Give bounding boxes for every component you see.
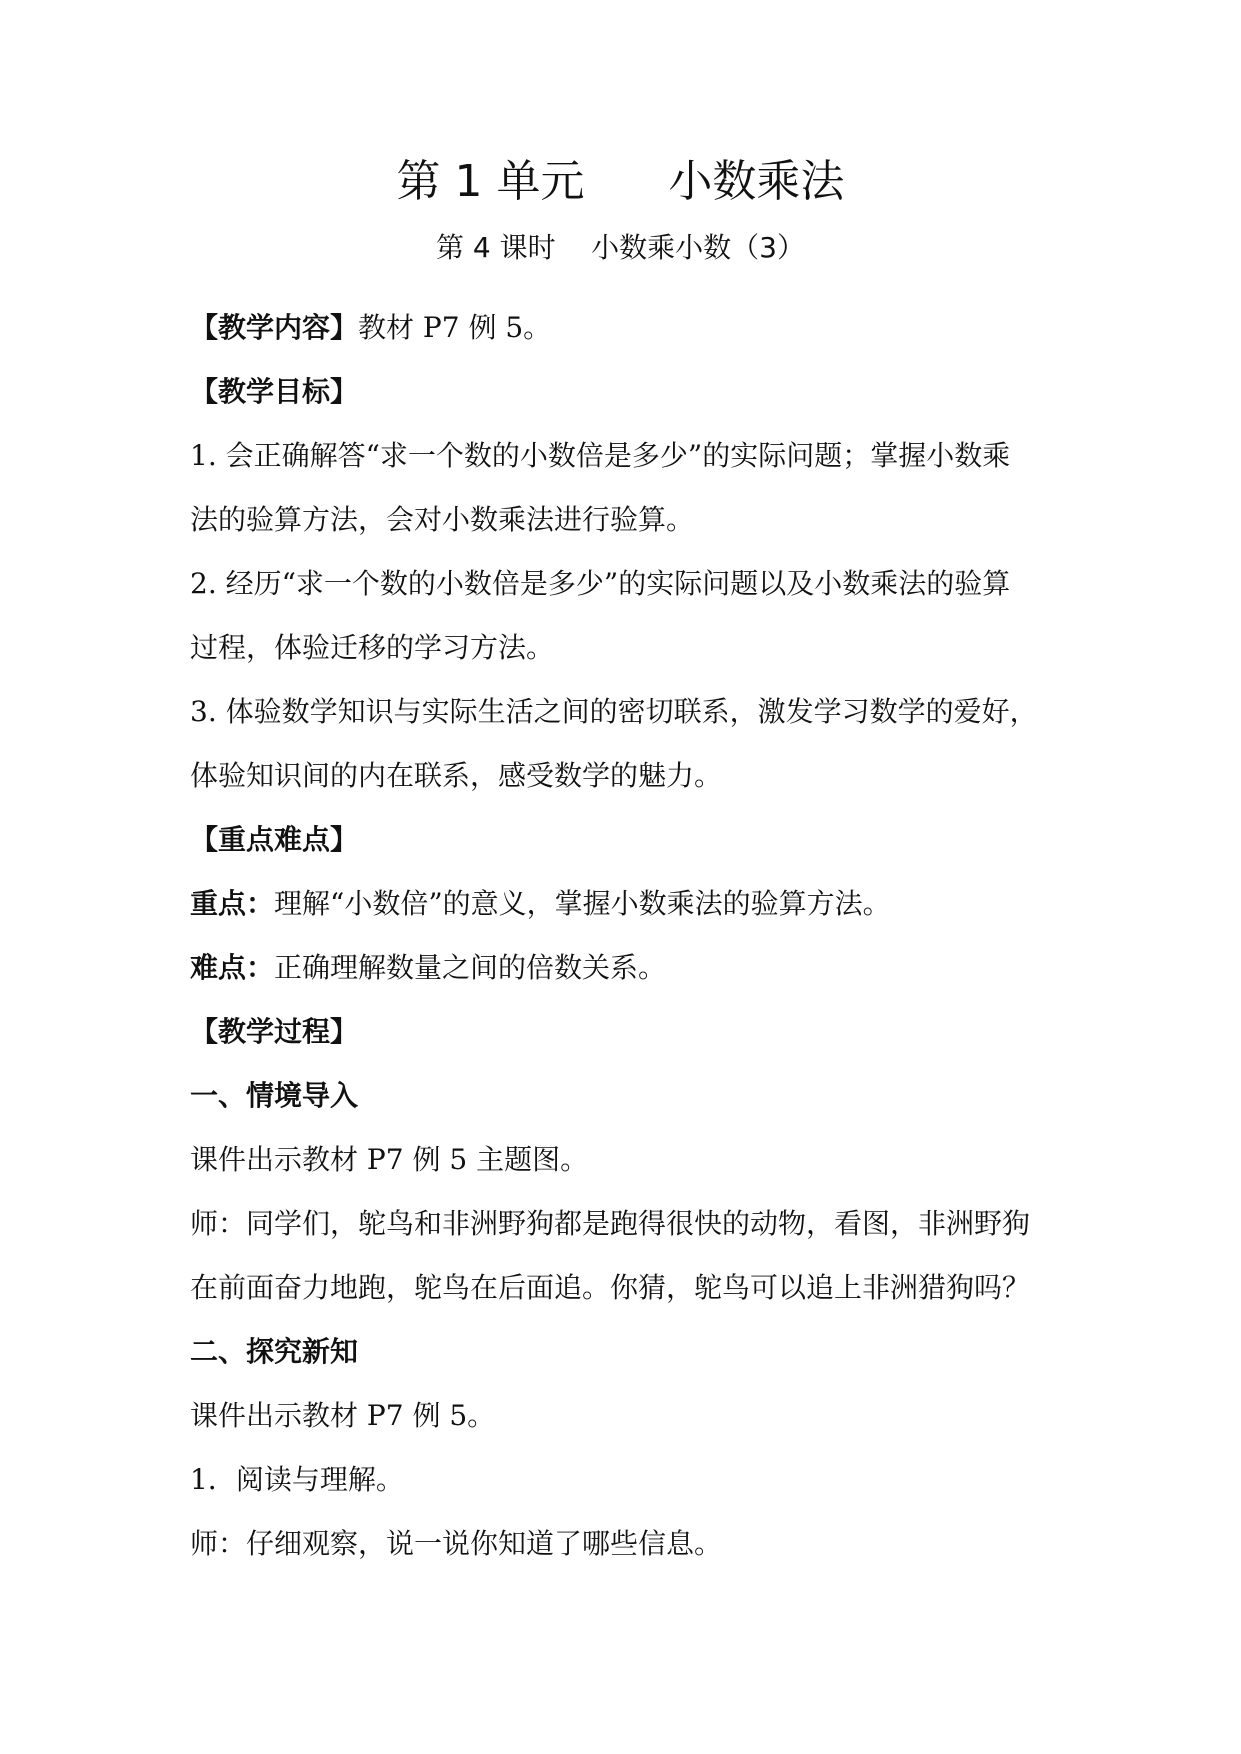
objectives-heading: 【教学目标】	[190, 375, 359, 408]
section-2-heading: 二、探究新知	[190, 1335, 359, 1368]
objective-2-line-2: 过程，体验迁移的学习方法。	[190, 631, 555, 664]
process-heading: 【教学过程】	[190, 1015, 359, 1048]
section-2-paragraph-2: 1．阅读与理解。	[190, 1463, 404, 1496]
key-points-heading: 【重点难点】	[190, 823, 359, 856]
difficulty-text: 正确理解数量之间的倍数关系。	[274, 951, 667, 984]
objective-1-line-2: 法的验算方法，会对小数乘法进行验算。	[190, 503, 695, 536]
section-1-paragraph-2-line-2: 在前面奋力地跑，鸵鸟在后面追。你猜，鸵鸟可以追上非洲猎狗吗？	[190, 1271, 1031, 1304]
section-2-paragraph-1: 课件出示教材 P7 例 5。	[190, 1399, 496, 1432]
section-1-heading: 一、情境导入	[190, 1079, 359, 1112]
section-2-paragraph-3: 师：仔细观察，说一说你知道了哪些信息。	[190, 1527, 723, 1560]
lesson-subtitle: 第 4 课时 小数乘小数（3）	[435, 231, 806, 264]
teaching-content-text: 教材 P7 例 5。	[358, 311, 552, 344]
objective-2-line-1: 2. 经历“求一个数的小数倍是多少”的实际问题以及小数乘法的验算	[190, 567, 1011, 600]
teaching-content-label: 【教学内容】	[190, 311, 359, 344]
difficulty-line	[190, 948, 1070, 988]
section-1-paragraph-1: 课件出示教材 P7 例 5 主题图。	[190, 1143, 589, 1176]
objective-1-line-1: 1. 会正确解答“求一个数的小数倍是多少”的实际问题；掌握小数乘	[190, 439, 1011, 472]
page-title: 第 1 单元 小数乘法	[396, 156, 845, 207]
objective-3-line-2: 体验知识间的内在联系，感受数学的魅力。	[190, 759, 723, 792]
key-point-label: 重点：	[190, 887, 275, 920]
difficulty-label: 难点：	[190, 951, 275, 984]
objective-3-line-1: 3. 体验数学知识与实际生活之间的密切联系，激发学习数学的爱好，	[190, 695, 1038, 728]
section-1-paragraph-2-line-1: 师：同学们，鸵鸟和非洲野狗都是跑得很快的动物，看图，非洲野狗	[190, 1207, 1031, 1240]
key-point-text: 理解“小数倍”的意义，掌握小数乘法的验算方法。	[274, 887, 891, 920]
key-point-line	[190, 884, 1070, 924]
teaching-content-line	[190, 308, 1070, 348]
